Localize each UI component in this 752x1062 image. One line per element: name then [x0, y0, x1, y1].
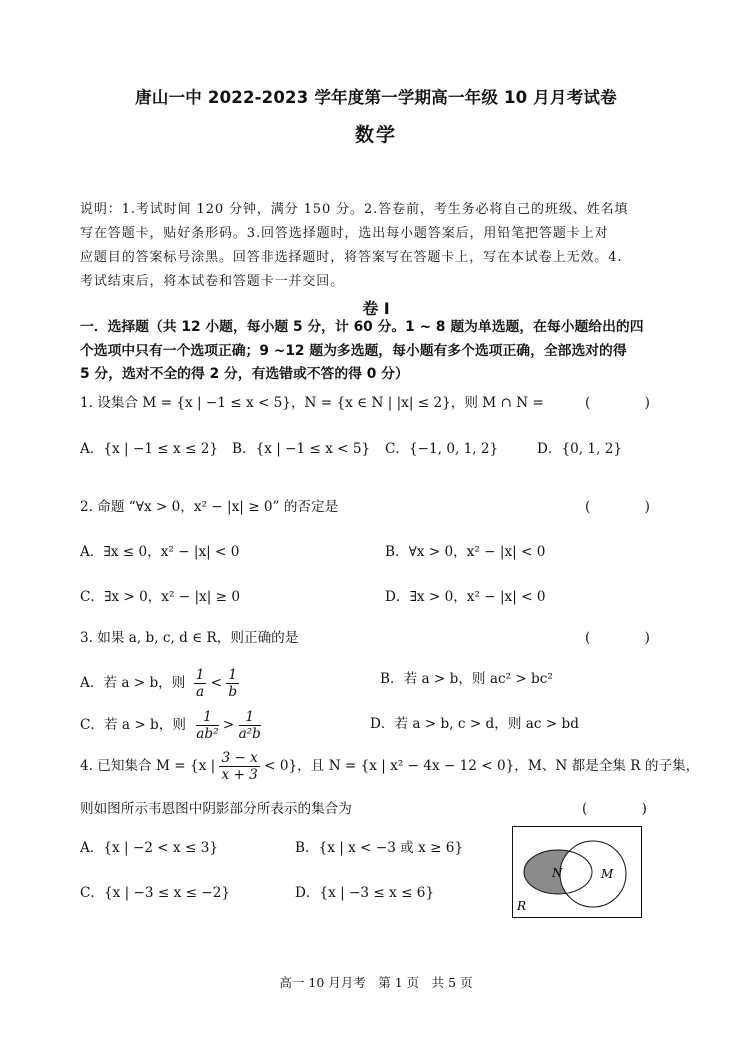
- question-4-stem-line2: 则如图所示韦恩图中阴影部分所表示的集合为: [80, 801, 352, 817]
- question-4-option-d: D．{x | −3 ≤ x ≤ 6}: [295, 885, 435, 901]
- question-4-option-c: C．{x | −3 ≤ x ≤ −2}: [80, 885, 230, 901]
- question-1-stem: 1. 设集合 M = {x | −1 ≤ x < 5}，N = {x ∈ N | |x| ≤ 2}，则 M ∩ N =: [80, 395, 544, 411]
- numerator: 1: [239, 709, 261, 726]
- fraction: [194, 667, 207, 700]
- numerator: 1: [228, 667, 238, 683]
- question-2-stem: 2. 命题 “∀x > 0，x² − |x| ≥ 0” 的否定是: [80, 499, 339, 515]
- question-4-option-a: A．{x | −2 < x ≤ 3}: [80, 840, 219, 856]
- question-2-option-d: D．∃x > 0，x² − |x| < 0: [385, 589, 546, 605]
- section-instruction-line: 5 分，选对不全的得 2 分，有选错或不答的得 0 分）: [80, 366, 409, 382]
- question-1-option-b: B．{x | −1 ≤ x < 5}: [232, 441, 371, 457]
- section-instruction-line: 个选项中只有一个选项正确；9 ~12 题为多选题，每小题有多个选项正确，全部选对的得: [80, 343, 627, 359]
- answer-blank: ( ): [582, 801, 647, 817]
- numerator: 1: [195, 667, 205, 683]
- volume-heading: 卷 I: [362, 299, 390, 318]
- fraction: [219, 750, 259, 783]
- numerator: 1: [196, 709, 218, 726]
- instruction-line: 应题目的答案标号涂黑。回答非选择题时，将答案写在答题卡上，写在本试卷上无效。4.: [80, 250, 623, 265]
- set-n-label: N: [552, 866, 563, 880]
- question-2-option-c: C．∃x > 0，x² − |x| ≥ 0: [80, 589, 240, 605]
- question-3-option-c: [80, 709, 261, 742]
- instruction-line: 考试结束后，将本试卷和答题卡一并交回。: [80, 274, 345, 289]
- denominator: a²b: [238, 726, 261, 742]
- instruction-line: 说明：1.考试时间 120 分钟，满分 150 分。2.答卷前，考生务必将自己的班级、姓名填: [80, 202, 629, 217]
- fraction: [226, 667, 239, 700]
- answer-blank: ( ): [585, 499, 650, 515]
- question-2-option-a: A．∃x ≤ 0，x² − |x| < 0: [80, 544, 240, 560]
- greater-than: >: [222, 717, 235, 733]
- denominator: b: [228, 684, 238, 700]
- denominator: ab²: [196, 726, 219, 742]
- instruction-line: 写在答题卡，贴好条形码。3.回答选择题时，选出每小题答案后，用铅笔把答题卡上对: [80, 226, 609, 241]
- fraction: [196, 709, 218, 742]
- denominator: x + 3: [221, 767, 258, 783]
- question-3-option-d: D．若 a > b, c > d，则 ac > bd: [370, 716, 579, 732]
- question-1-option-c: C．{−1, 0, 1, 2}: [385, 441, 499, 457]
- venn-diagram: [512, 826, 642, 918]
- denominator: a: [195, 684, 205, 700]
- subject-title: 数学: [354, 124, 397, 146]
- question-3-option-b: B．若 a > b，则 ac² > bc²: [380, 671, 553, 687]
- question-3-stem: 3. 如果 a, b, c, d ∈ R，则正确的是: [80, 630, 299, 646]
- option-text: A．若 a > b，则: [80, 675, 186, 691]
- less-than: <: [210, 675, 223, 691]
- answer-blank: ( ): [585, 395, 650, 411]
- exam-title: 唐山一中 2022-2023 学年度第一学期高一年级 10 月月考试卷: [135, 88, 617, 107]
- set-m-label: M: [601, 867, 614, 881]
- page-footer: 高一 10 月月考 第 1 页 共 5 页: [279, 975, 473, 990]
- question-2-option-b: B．∀x > 0，x² − |x| < 0: [385, 544, 546, 560]
- stem-text: 4. 已知集合 M = {x |: [80, 758, 216, 774]
- universal-set-label: R: [517, 899, 527, 913]
- numerator: 3 − x: [221, 750, 258, 766]
- stem-text: < 0}，且 N = {x | x² − 4x − 12 < 0}，M、N 都是全集 R 的子集，: [264, 758, 700, 774]
- option-text: C．若 a > b，则: [80, 717, 186, 733]
- question-3-option-a: [80, 667, 239, 700]
- question-1-option-a: A．{x | −1 ≤ x ≤ 2}: [80, 441, 219, 457]
- instructions: [80, 198, 680, 294]
- fraction: [239, 709, 261, 742]
- answer-blank: ( ): [585, 630, 650, 646]
- question-4-stem: [80, 750, 699, 783]
- question-4-option-b: B．{x | x < −3 或 x ≥ 6}: [295, 840, 464, 856]
- section-instruction-line: 一．选择题（共 12 小题，每小题 5 分，计 60 分。1 ~ 8 题为单选题，在每小题给出的四: [80, 319, 644, 335]
- question-1-option-d: D．{0, 1, 2}: [537, 441, 623, 457]
